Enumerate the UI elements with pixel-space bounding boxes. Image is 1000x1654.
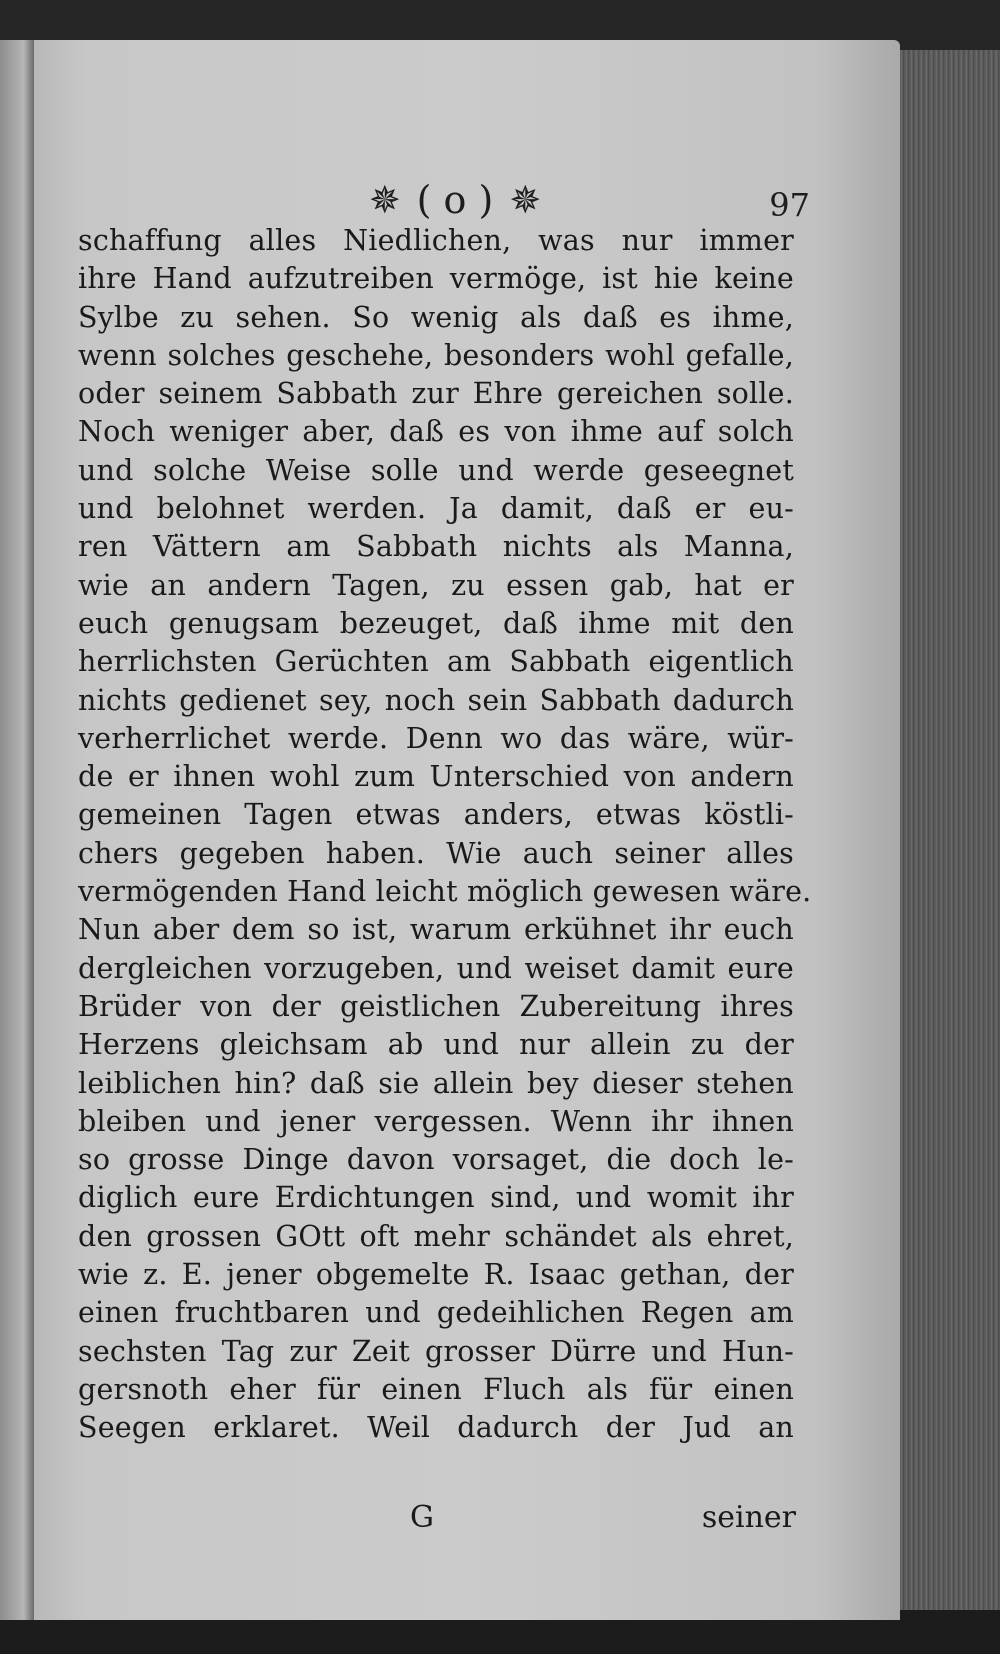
text-line: wie z. E. jener obgemelte R. Isaac gethan, der bbox=[78, 1258, 794, 1292]
text-line: Seegen erklaret. Weil dadurch der Jud an bbox=[78, 1411, 794, 1445]
text-line: schaffung alles Niedlichen, was nur immer bbox=[78, 224, 794, 257]
text-line: chers gegeben haben. Wie auch seiner alles bbox=[78, 836, 794, 870]
text-line: euch genugsam bezeuget, daß ihme mit den bbox=[78, 606, 794, 640]
running-head bbox=[300, 178, 610, 222]
signature-mark: G bbox=[410, 1500, 434, 1535]
text-line: oder seinem Sabbath zur Ehre gereichen solle. bbox=[78, 377, 794, 411]
text-line: diglich eure Erdichtungen sind, und womit ihr bbox=[78, 1181, 794, 1215]
text-line: herrlichsten Gerüchten am Sabbath eigentlich bbox=[78, 645, 794, 679]
text-line: Sylbe zu sehen. So wenig als daß es ihme, bbox=[78, 300, 794, 334]
book-page-edges bbox=[888, 50, 1000, 1610]
catchword: seiner bbox=[701, 1500, 796, 1535]
text-line: verherrlichet werde. Denn wo das wäre, wür- bbox=[78, 721, 794, 755]
text-line: den grossen GOtt oft mehr schändet als ehret, bbox=[78, 1219, 794, 1253]
text-line: Noch weniger aber, daß es von ihme auf solch bbox=[78, 415, 794, 449]
text-line: einen fruchtbaren und gedeihlichen Regen am bbox=[78, 1296, 794, 1330]
ornament-left-icon: ✵ bbox=[368, 178, 401, 222]
text-line: wenn solches geschehe, besonders wohl gefalle, bbox=[78, 338, 794, 372]
text-line: vermögenden Hand leicht möglich gewesen wäre. bbox=[78, 875, 812, 909]
page-number: 97 bbox=[769, 186, 810, 224]
page-marker: ( o ) bbox=[416, 178, 494, 222]
text-line: nichts gedienet sey, noch sein Sabbath dadurch bbox=[78, 683, 794, 717]
page-footer bbox=[80, 1500, 796, 1544]
text-line: ren Vättern am Sabbath nichts als Manna, bbox=[78, 530, 794, 564]
text-line: wie an andern Tagen, zu essen gab, hat er bbox=[78, 568, 794, 602]
text-line: de er ihnen wohl zum Unterschied von andern bbox=[78, 760, 794, 794]
text-line: gersnoth eher für einen Fluch als für einen bbox=[78, 1372, 794, 1406]
text-line: sechsten Tag zur Zeit grosser Dürre und Hun- bbox=[78, 1334, 794, 1368]
text-line: dergleichen vorzugeben, und weiset damit eure bbox=[78, 951, 794, 985]
facing-page-edge bbox=[0, 40, 34, 1620]
text-line: Brüder von der geistlichen Zubereitung ihres bbox=[78, 989, 794, 1023]
text-line: und solche Weise solle und werde geseegnet bbox=[78, 453, 794, 487]
text-line: ihre Hand aufzutreiben vermöge, ist hie keine bbox=[78, 262, 794, 296]
text-line: bleiben und jener vergessen. Wenn ihr ihnen bbox=[78, 1104, 794, 1138]
text-line: leiblichen hin? daß sie allein bey dieser stehen bbox=[78, 1066, 794, 1100]
text-line: Herzens gleichsam ab und nur allein zu der bbox=[78, 1028, 794, 1062]
text-line: so grosse Dinge davon vorsaget, die doch le- bbox=[78, 1143, 794, 1177]
text-line: Nun aber dem so ist, warum erkühnet ihr euch bbox=[78, 913, 794, 947]
ornament-right-icon: ✵ bbox=[509, 178, 542, 222]
text-line: gemeinen Tagen etwas anders, etwas köstli- bbox=[78, 798, 794, 832]
body-text bbox=[78, 222, 812, 1448]
text-line: und belohnet werden. Ja damit, daß er eu- bbox=[78, 492, 794, 526]
